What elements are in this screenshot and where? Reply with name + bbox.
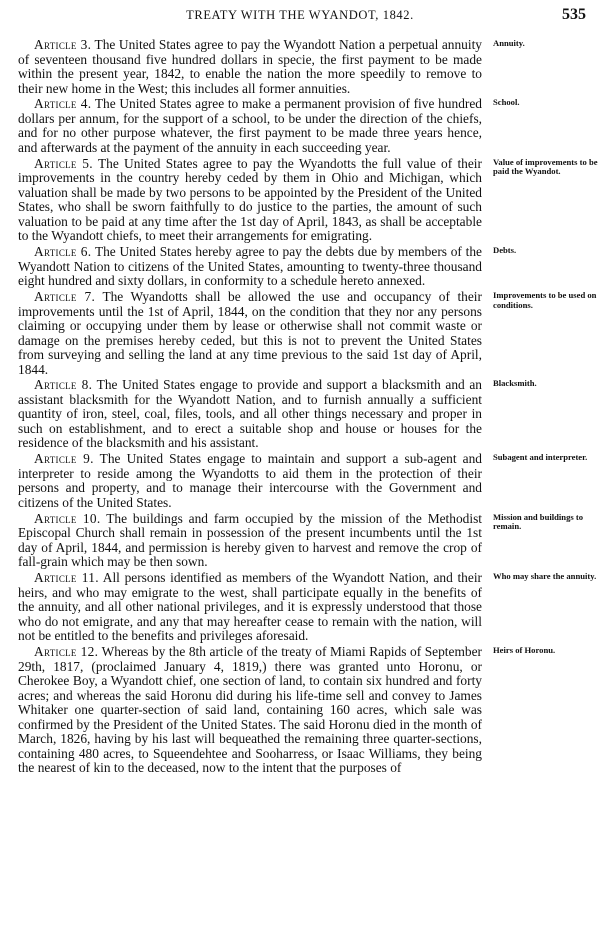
margin-note: School. [493, 97, 520, 108]
page-header [0, 8, 600, 28]
article-label: Article 9. [34, 451, 94, 467]
article-label: Article 12. [34, 644, 99, 660]
article-11 [18, 570, 597, 644]
article-4 [18, 96, 520, 155]
margin-note: Who may share the annuity. [493, 571, 597, 582]
article-9 [18, 451, 588, 510]
article-label: Article 8. [34, 377, 93, 393]
article-10 [18, 510, 584, 570]
margin-note: Annuity. [493, 38, 525, 48]
article-7 [18, 289, 597, 377]
article-text: The United States engage to maintain and support a sub-agent and interpreter to reside among the Wyandotts to aid them in the protection of their persons and property, and to manage their intercourse with the Government and citizens of the United States. [18, 451, 482, 510]
article-label: Article 5. [34, 155, 93, 171]
margin-note: Mission and buildings to remain. [493, 511, 584, 532]
article-label: Article 3. [34, 37, 92, 52]
article-text: The United States agree to pay the Wyandott Nation a perpetual annuity of seventeen thousand five hundred dollars in specie, the first payment to be made within the present year, 1842, to enable the nation the more speedily to remove to their new home in the West; this includes all former annuities. [18, 37, 482, 96]
margin-note: Subagent and interpreter. [493, 452, 588, 463]
article-label: Article 6. [34, 244, 92, 260]
article-label: Article 11. [34, 570, 99, 586]
article-8 [18, 377, 537, 451]
page-number: 535 [562, 6, 586, 23]
article-label: Article 4. [34, 96, 92, 112]
article-text: Whereas by the 8th article of the treaty of Miami Rapids of September 29th, 1817, (proclaimed January 4, 1819,) there was granted unto Horonu, or Cherokee Boy, a Wyandott chief, one section of land, to contain six hundred and forty acres; and whereas the said Horonu did during his life-time sell and convey to James Whitaker one quarter-section of said land, containing 160 acres, which sale was confirmed by the President of the United States. The said Horonu died in the month of March, 1826, having by his last will bequeathed the remaining three quarter-sections, containing 480 acres, to Squeendehtee and Sooharress, or Isaac Williams, they being the nearest of kin to the deceased, now to the intent that the purposes of [18, 644, 482, 776]
article-text: The Wyandotts shall be allowed the use and occupancy of their improvements until the 1st of April, 1844, on the condition that they nor any persons claiming or occupying under them by lease or otherwise shall not commit waste or damage on the premises hereby ceded, but this is not to prevent the United States from surveying and selling the land at any time previous to the said 1st day of April, 1844. [18, 289, 482, 377]
article-12 [18, 644, 556, 776]
article-label: Article 10. [34, 510, 101, 526]
article-text: The United States agree to make a permanent provision of five hundred dollars per annum, for the support of a school, to be under the direction of the chiefs, and for no other purpose whatever, the first payment to be made three years hence, and afterwards at the payment of the annuity in each succeeding year. [18, 96, 482, 155]
margin-note: Value of improvements to be paid the Wyandot. [493, 156, 598, 177]
margin-note: Improvements to be used on conditions. [493, 290, 597, 310]
article-text: The buildings and farm occupied by the mission of the Methodist Episcopal Church shall remain in possession of the present incumbents until the 1st day of April, 1844, and permission is hereby given to harvest and remove the crop of fall-grain which may be then sown. [18, 510, 483, 570]
treaty-text [18, 37, 598, 777]
article-text: The United States hereby agree to pay the debts due by members of the Wyandott Nation to citizens of the United States, amounting to twenty-three thousand eight hundred and sixty dollars, in conformity to a schedule hereto annexed. [18, 244, 482, 289]
article-6 [18, 244, 517, 289]
running-title: TREATY WITH THE WYANDOT, 1842. [186, 8, 414, 22]
margin-note: Blacksmith. [493, 378, 537, 389]
article-text: The United States agree to pay the Wyandotts the full value of their improvements in the country hereby ceded by them in Ohio and Michigan, which valuation shall be made by two persons to be appointed by the President of the United States, who shall be sworn faithfully to do justice to the parties, the amount of such valuation to be paid at any time after the 1st day of April, 1843, as shall be acceptable to the Wyandott chiefs, to meet their arrangements for emigrating. [18, 155, 482, 244]
margin-note: Heirs of Horonu. [493, 645, 556, 656]
article-3 [18, 37, 525, 96]
article-5 [18, 155, 598, 244]
article-text: All persons identified as members of the Wyandott Nation, and their heirs, and who may emigrate to the west, shall participate equally in the benefits of the annuity, and all other national privileges, and it is expressly understood that those who do not emigrate, and any that may hereafter cease to remain with the nation, will not be entitled to the benefits and privileges aforesaid. [18, 570, 482, 644]
article-label: Article 7. [34, 289, 96, 305]
margin-note: Debts. [493, 245, 517, 256]
article-text: The United States engage to provide and support a blacksmith and an assistant blacksmith for the Wyandott Nation, and to furnish annually a sufficient quantity of iron, steel, coal, files, tools, and all other things necessary and proper in such on establishment, and to erect a suitable shop and house or houses for the residence of the blacksmith and his assistant. [18, 377, 482, 451]
